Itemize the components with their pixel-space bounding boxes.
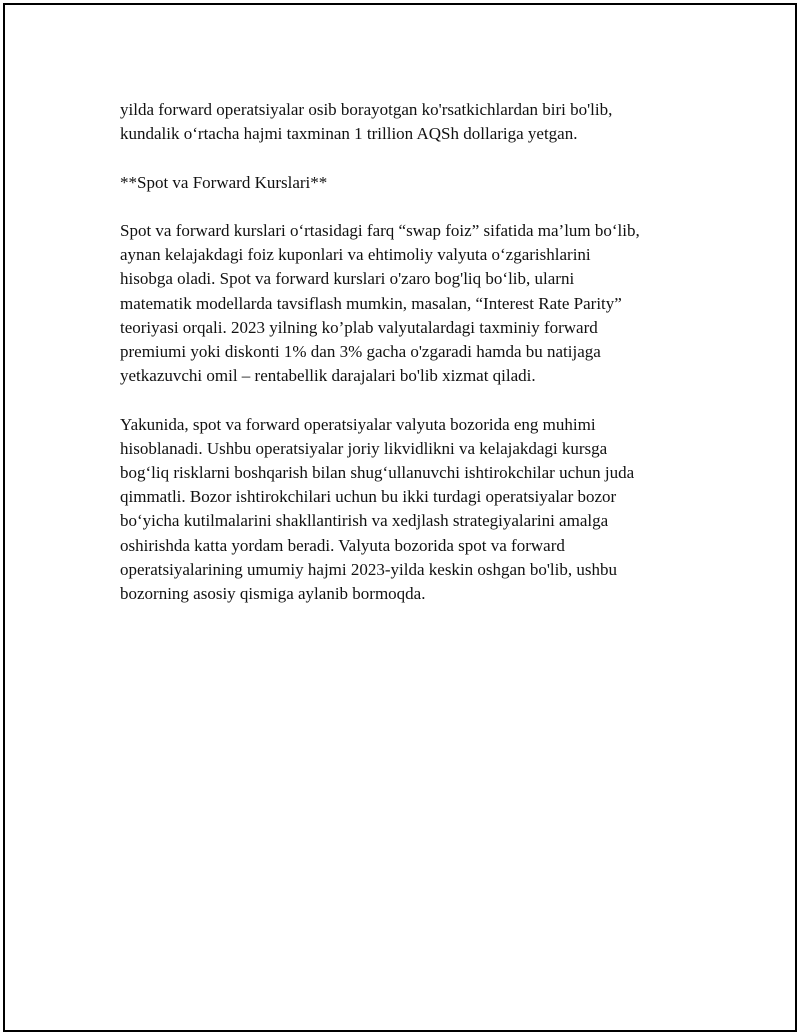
document-body [120, 98, 680, 630]
text-line: qimmatli. Bozor ishtirokchilari uchun bu ikki turdagi operatsiyalar bozor [120, 487, 617, 507]
section-paragraph [120, 219, 680, 388]
text-line: yetkazuvchi omil – rentabellik darajalari bo'lib xizmat qiladi. [120, 366, 536, 386]
text-line: oshirishda katta yordam beradi. Valyuta bozorida spot va forward [120, 535, 565, 555]
text-line: kundalik o‘rtacha hajmi taxminan 1 trillion AQSh dollariga yetgan. [120, 124, 578, 144]
heading-text: **Spot va Forward Kurslari** [120, 172, 328, 192]
text-line: aynan kelajakdagi foiz kuponlari va ehtimoliy valyuta o‘zgarishlarini [120, 245, 591, 265]
text-line: matematik modellarda tavsiflash mumkin, masalan, “Interest Rate Parity” [120, 293, 622, 313]
text-line: teoriyasi orqali. 2023 yilning ko’plab valyutalardagi taxminiy forward [120, 317, 598, 337]
text-line: hisoblanadi. Ushbu operatsiyalar joriy likvidlikni va kelajakdagi kursga [120, 438, 608, 458]
text-line: operatsiyalarining umumiy hajmi 2023-yilda keskin oshgan bo'lib, ushbu [120, 559, 617, 579]
text-line: Yakunida, spot va forward operatsiyalar valyuta bozorida eng muhimi [120, 414, 596, 434]
text-line: bozorning asosiy qismiga aylanib bormoqda. [120, 584, 426, 604]
section-heading [120, 171, 680, 195]
text-line: Spot va forward kurslari o‘rtasidagi farq “swap foiz” sifatida ma’lum bo‘lib, [120, 220, 640, 240]
text-line: bog‘liq risklarni boshqarish bilan shug‘ullanuvchi ishtirokchilar uchun juda [120, 463, 635, 482]
text-line: premiumi yoki diskonti 1% dan 3% gacha o'zgaradi hamda bu natijaga [120, 342, 601, 361]
text-line: yilda forward operatsiyalar osib borayotgan ko'rsatkichlardan biri bo'lib, [120, 100, 613, 119]
conclusion-paragraph [120, 413, 680, 607]
text-line: hisobga oladi. Spot va forward kurslari o'zaro bog'liq bo‘lib, ularni [120, 269, 575, 289]
text-line: bo‘yicha kutilmalarini shakllantirish va xedjlash strategiyalarini amalga [120, 511, 609, 531]
intro-paragraph [120, 98, 680, 146]
document-page [3, 3, 797, 1032]
